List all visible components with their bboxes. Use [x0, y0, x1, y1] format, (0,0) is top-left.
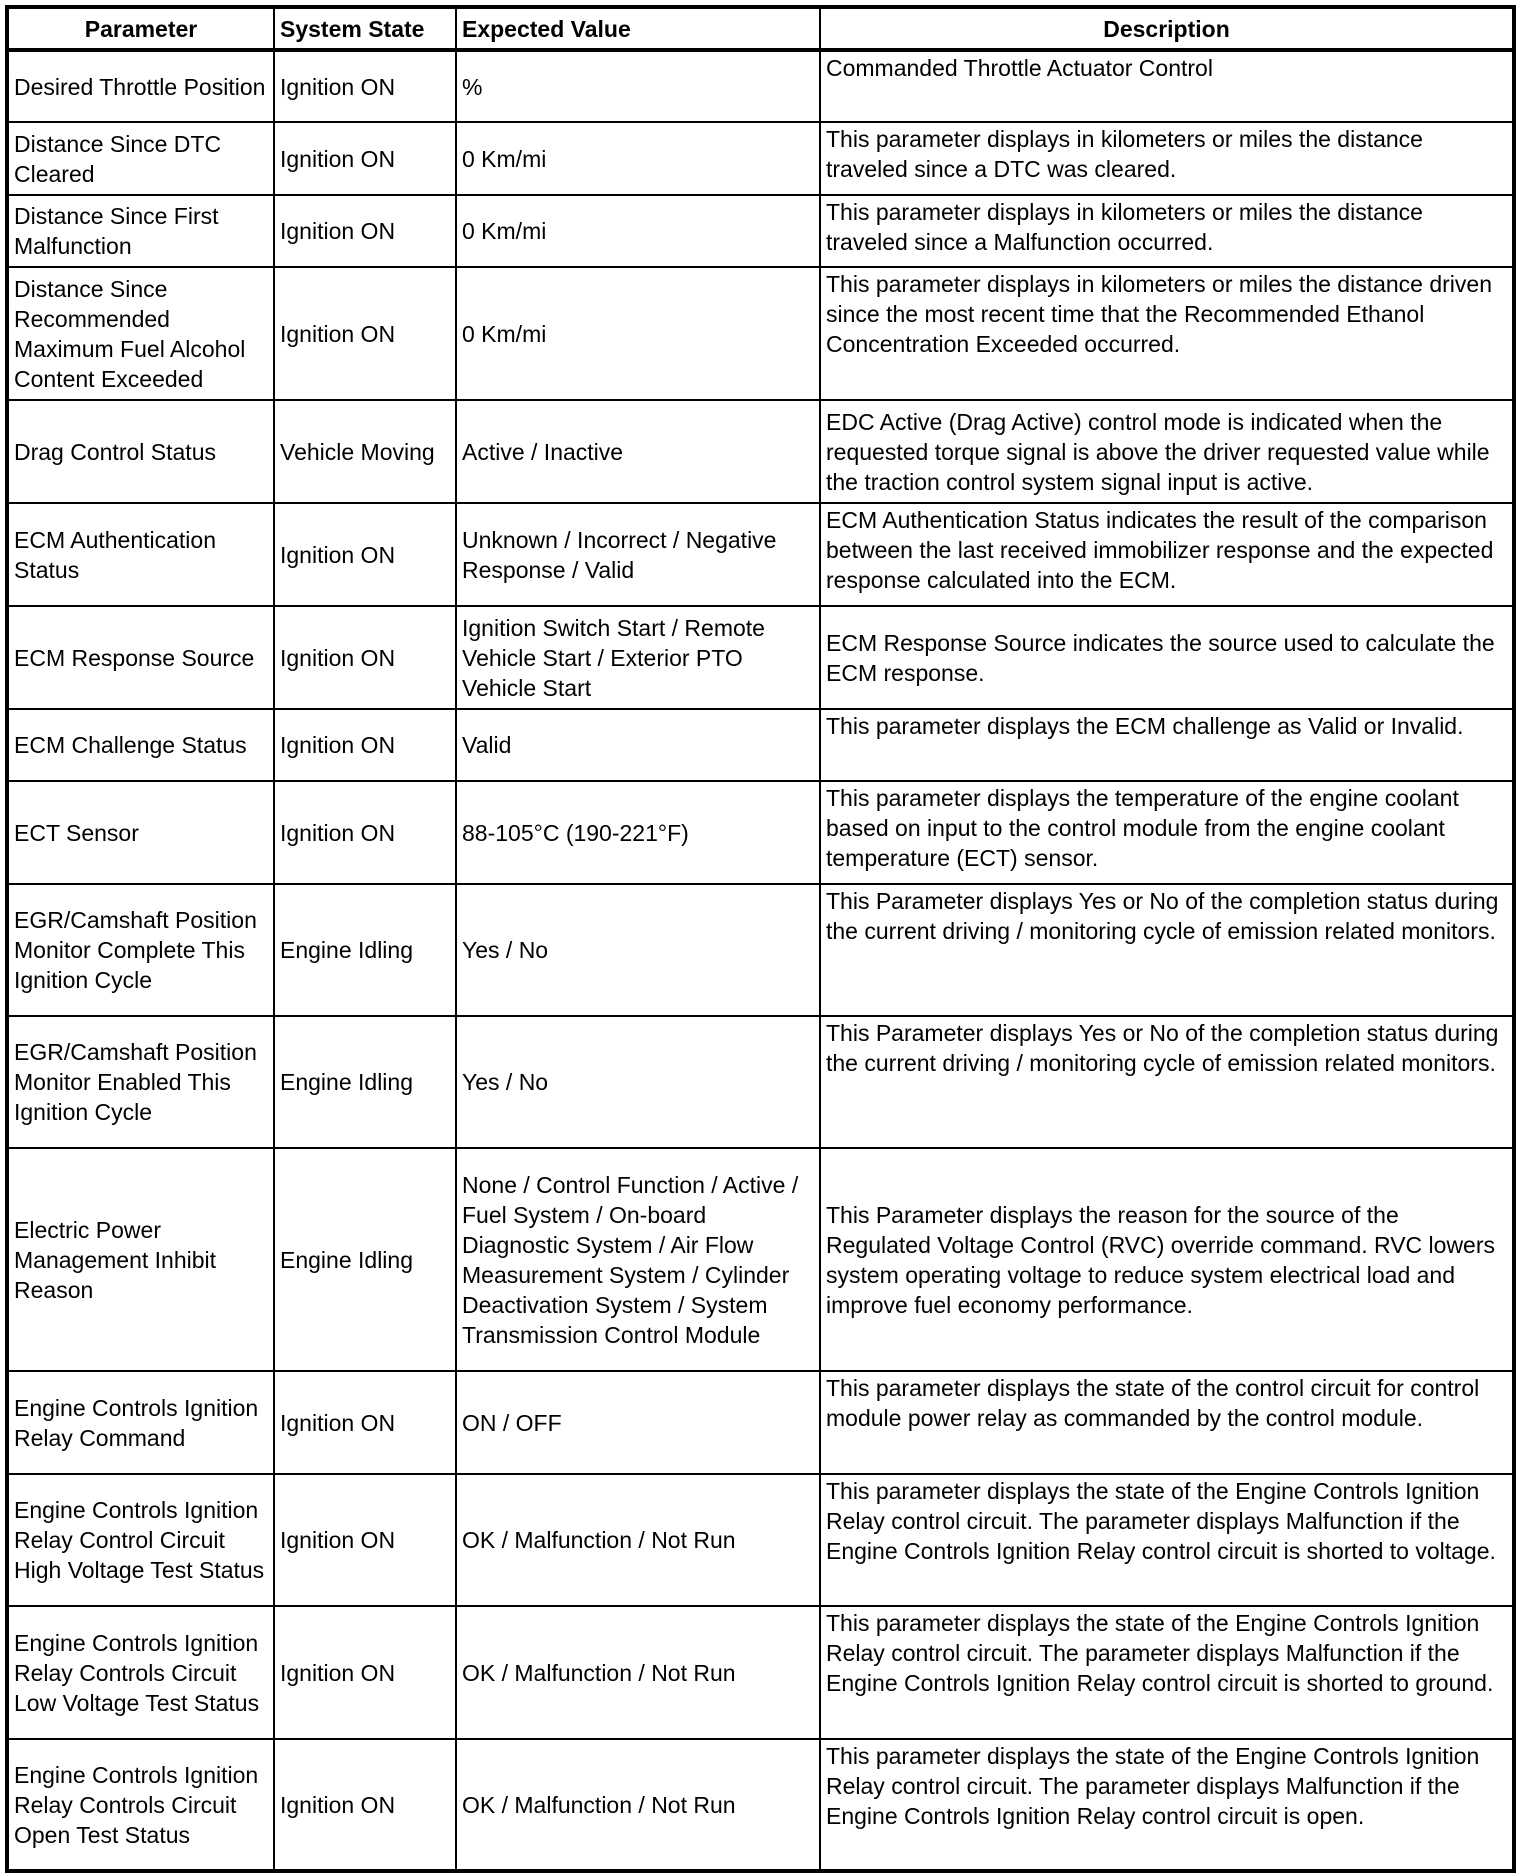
cell-parameter: Engine Controls Ignition Relay Control Circuit High Voltage Test Status [7, 1474, 274, 1606]
header-parameter: Parameter [7, 7, 274, 50]
cell-expected-value: Yes / No [456, 884, 820, 1016]
cell-expected-value: % [456, 50, 820, 122]
table-row [7, 195, 1514, 267]
cell-parameter: EGR/Camshaft Position Monitor Complete This Ignition Cycle [7, 884, 274, 1016]
cell-expected-value: OK / Malfunction / Not Run [456, 1739, 820, 1871]
cell-system-state: Engine Idling [274, 1148, 456, 1371]
cell-parameter: Engine Controls Ignition Relay Command [7, 1371, 274, 1474]
cell-expected-value: 0 Km/mi [456, 267, 820, 400]
cell-description: This Parameter displays Yes or No of the completion status during the current driving / monitoring cycle of emission related monitors. [820, 1016, 1514, 1148]
cell-parameter: Engine Controls Ignition Relay Controls Circuit Open Test Status [7, 1739, 274, 1871]
cell-expected-value: 0 Km/mi [456, 122, 820, 195]
cell-expected-value: Active / Inactive [456, 400, 820, 503]
cell-system-state: Ignition ON [274, 122, 456, 195]
header-expected-value: Expected Value [456, 7, 820, 50]
cell-parameter: Distance Since DTC Cleared [7, 122, 274, 195]
header-system-state: System State [274, 7, 456, 50]
cell-system-state: Ignition ON [274, 1739, 456, 1871]
table-row [7, 122, 1514, 195]
table-row [7, 503, 1514, 606]
cell-parameter: EGR/Camshaft Position Monitor Enabled This Ignition Cycle [7, 1016, 274, 1148]
cell-system-state: Ignition ON [274, 195, 456, 267]
cell-expected-value: None / Control Function / Active / Fuel System / On-board Diagnostic System / Air Flow Measurement System / Cylinder Deactivation System / System Transmission Control Module [456, 1148, 820, 1371]
cell-description: This parameter displays the state of the Engine Controls Ignition Relay control circuit. The parameter displays Malfunction if the Engine Controls Ignition Relay control circuit is open. [820, 1739, 1514, 1871]
cell-expected-value: 0 Km/mi [456, 195, 820, 267]
table-row [7, 50, 1514, 122]
cell-parameter: Distance Since Recommended Maximum Fuel Alcohol Content Exceeded [7, 267, 274, 400]
cell-expected-value: Valid [456, 709, 820, 781]
cell-description: EDC Active (Drag Active) control mode is indicated when the requested torque signal is above the driver requested value while the traction control system signal input is active. [820, 400, 1514, 503]
cell-parameter: Distance Since First Malfunction [7, 195, 274, 267]
cell-parameter: ECM Authentication Status [7, 503, 274, 606]
cell-description: This parameter displays in kilometers or miles the distance traveled since a DTC was cleared. [820, 122, 1514, 195]
cell-system-state: Ignition ON [274, 503, 456, 606]
table-row [7, 1371, 1514, 1474]
cell-expected-value: Yes / No [456, 1016, 820, 1148]
cell-parameter: ECM Response Source [7, 606, 274, 709]
cell-parameter: Engine Controls Ignition Relay Controls Circuit Low Voltage Test Status [7, 1606, 274, 1739]
cell-parameter: Drag Control Status [7, 400, 274, 503]
cell-parameter: ECM Challenge Status [7, 709, 274, 781]
table-row [7, 606, 1514, 709]
cell-description: ECM Response Source indicates the source used to calculate the ECM response. [820, 606, 1514, 709]
cell-description: ECM Authentication Status indicates the result of the comparison between the last received immobilizer response and the expected response calculated into the ECM. [820, 503, 1514, 606]
cell-description: This parameter displays the temperature of the engine coolant based on input to the control module from the engine coolant temperature (ECT) sensor. [820, 781, 1514, 884]
cell-description: This parameter displays the ECM challenge as Valid or Invalid. [820, 709, 1514, 781]
table-row [7, 1739, 1514, 1871]
table-row [7, 884, 1514, 1016]
cell-system-state: Ignition ON [274, 781, 456, 884]
table-row [7, 400, 1514, 503]
cell-description: This parameter displays the state of the Engine Controls Ignition Relay control circuit. The parameter displays Malfunction if the Engine Controls Ignition Relay control circuit is shorted to ground. [820, 1606, 1514, 1739]
cell-description: This parameter displays the state of the control circuit for control module power relay as commanded by the control module. [820, 1371, 1514, 1474]
table-row [7, 1148, 1514, 1371]
cell-system-state: Ignition ON [274, 709, 456, 781]
cell-system-state: Ignition ON [274, 267, 456, 400]
table-row [7, 1474, 1514, 1606]
cell-description: This parameter displays in kilometers or miles the distance traveled since a Malfunction occurred. [820, 195, 1514, 267]
cell-system-state: Ignition ON [274, 1606, 456, 1739]
cell-expected-value: Unknown / Incorrect / Negative Response / Valid [456, 503, 820, 606]
cell-system-state: Engine Idling [274, 1016, 456, 1148]
cell-description: This parameter displays in kilometers or miles the distance driven since the most recent time that the Recommended Ethanol Concentration Exceeded occurred. [820, 267, 1514, 400]
cell-expected-value: 88-105°C (190-221°F) [456, 781, 820, 884]
cell-system-state: Ignition ON [274, 50, 456, 122]
table-row [7, 267, 1514, 400]
cell-parameter: ECT Sensor [7, 781, 274, 884]
cell-system-state: Ignition ON [274, 1371, 456, 1474]
cell-description: This parameter displays the state of the Engine Controls Ignition Relay control circuit. The parameter displays Malfunction if the Engine Controls Ignition Relay control circuit is shorted to voltage. [820, 1474, 1514, 1606]
cell-description: This Parameter displays Yes or No of the completion status during the current driving / monitoring cycle of emission related monitors. [820, 884, 1514, 1016]
cell-system-state: Ignition ON [274, 606, 456, 709]
cell-parameter: Electric Power Management Inhibit Reason [7, 1148, 274, 1371]
cell-expected-value: ON / OFF [456, 1371, 820, 1474]
table-row [7, 1016, 1514, 1148]
header-description: Description [820, 7, 1514, 50]
cell-parameter: Desired Throttle Position [7, 50, 274, 122]
table-row [7, 709, 1514, 781]
cell-expected-value: Ignition Switch Start / Remote Vehicle Start / Exterior PTO Vehicle Start [456, 606, 820, 709]
table-header-row [7, 7, 1514, 50]
cell-expected-value: OK / Malfunction / Not Run [456, 1606, 820, 1739]
cell-system-state: Ignition ON [274, 1474, 456, 1606]
cell-description: Commanded Throttle Actuator Control [820, 50, 1514, 122]
cell-expected-value: OK / Malfunction / Not Run [456, 1474, 820, 1606]
table-row [7, 1606, 1514, 1739]
parameter-table [5, 5, 1516, 1873]
cell-description: This Parameter displays the reason for the source of the Regulated Voltage Control (RVC) override command. RVC lowers system operating voltage to reduce system electrical load and improve fuel economy performance. [820, 1148, 1514, 1371]
cell-system-state: Vehicle Moving [274, 400, 456, 503]
table-row [7, 781, 1514, 884]
cell-system-state: Engine Idling [274, 884, 456, 1016]
